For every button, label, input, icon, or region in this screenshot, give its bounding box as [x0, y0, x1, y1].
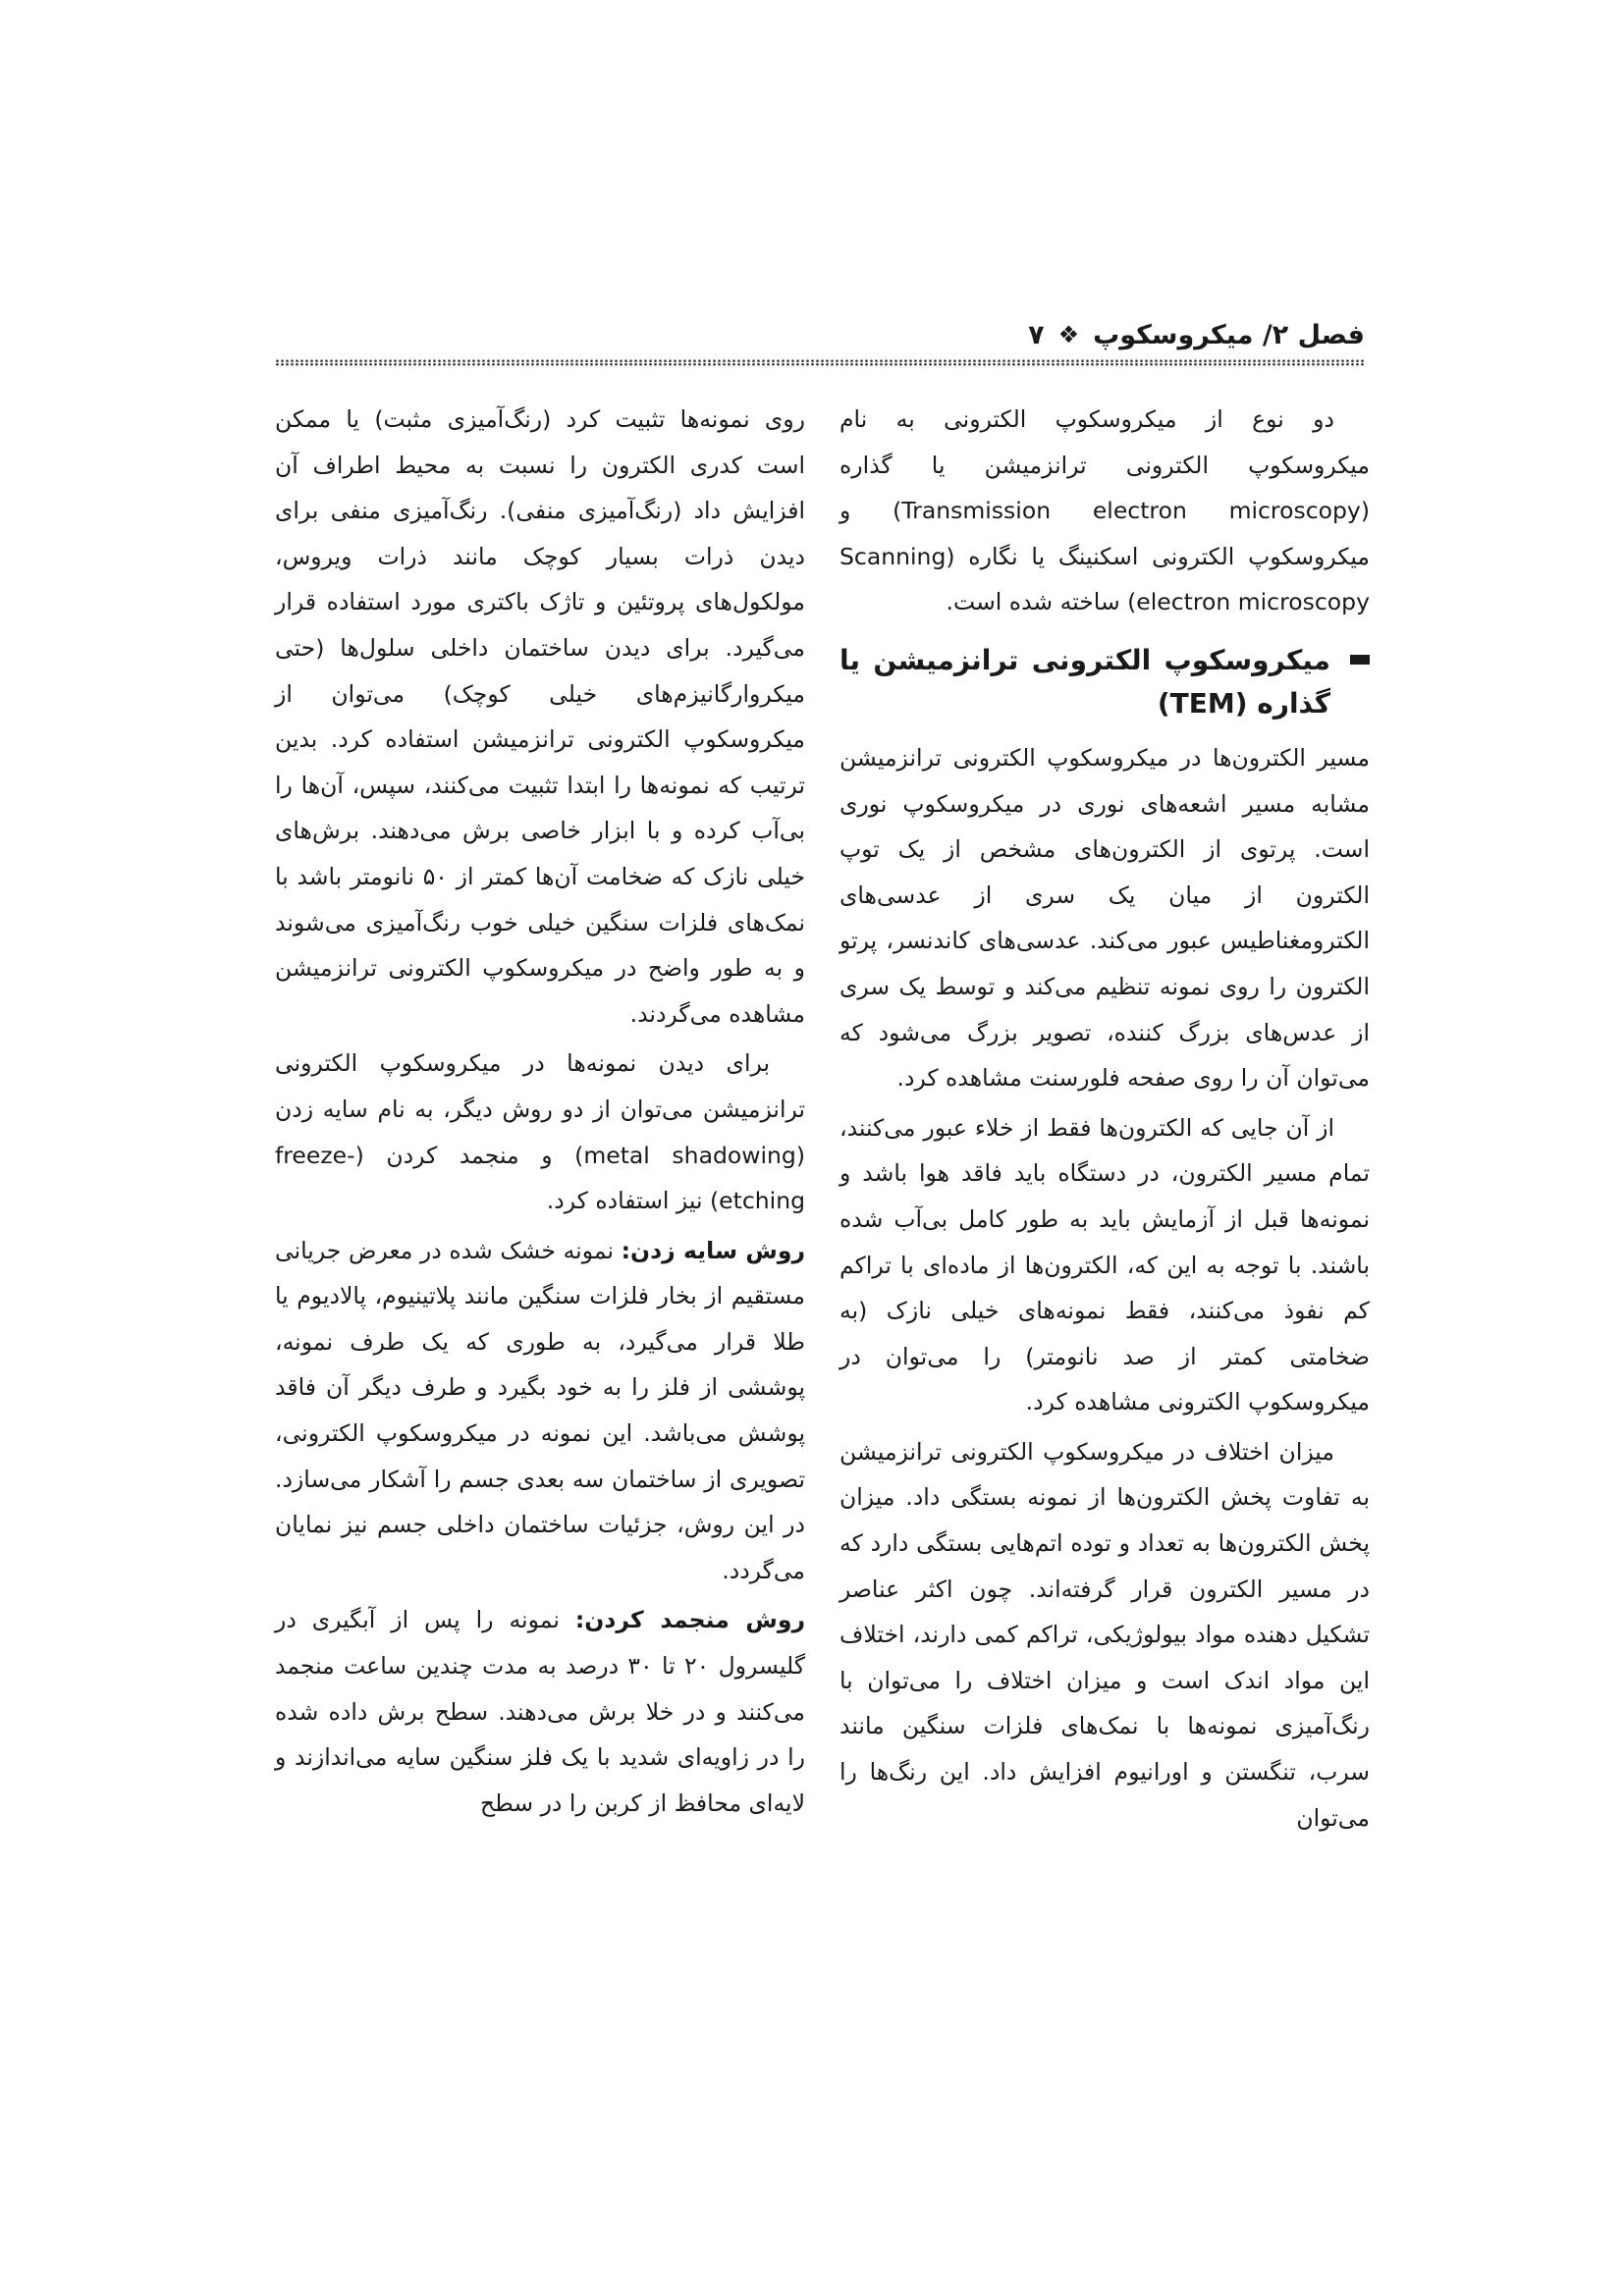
page-number: ۷ — [1028, 319, 1045, 350]
paragraph: برای دیدن نمونه‌ها در میکروسکوپ الکترونی ترانزمیشن می‌توان از دو روش دیگر، به نام سایه زدن (metal shadowing) و منجمد کردن (freeze-etching) نیز استفاده کرد. — [275, 1049, 806, 1215]
left-column — [275, 397, 805, 1826]
square-bullet-icon — [1350, 655, 1370, 665]
intro-paragraph: دو نوع از میکروسکوپ الکترونی به نام میکروسکوپ الکترونی ترانزمیشن یا گذاره (Transmission electron microscopy) و میکروسکوپ الکترونی اسکنینگ یا نگاره (Scanning electron microscopy) ساخته شده است. — [839, 405, 1370, 616]
paragraph: از آن جایی که الکترون‌ها فقط از خلاء عبور می‌کنند، تمام مسیر الکترون، در دستگاه باید فاقد هوا باشد و نمونه‌ها قبل از آزمایش باید به طور کامل بی‌آب شده باشند. با توجه به این که، الکترون‌ها از ماده‌ای با تراکم کم نفوذ می‌کنند، فقط نمونه‌های خیلی نازک (به ضخامتی کمتر از صد نانومتر) را می‌توان در میکروسکوپ الکترونی مشاهده کرد. — [839, 1113, 1370, 1416]
paragraph — [275, 1597, 805, 1826]
header-divider — [275, 359, 1365, 366]
method-lead: روش سایه زدن: — [621, 1236, 805, 1264]
right-column — [839, 397, 1370, 1841]
method-body: نمونه خشک شده در معرض جریانی مستقیم از بخار فلزات سنگین مانند پلاتینیوم، پالادیوم یا طلا قرار می‌گیرد، به طوری که یک طرف نمونه، پوششی از فلز را به خود بگیرد و طرف دیگر آن فاقد پوشش می‌باشد. این نمونه در میکروسکوپ الکترونی، تصویری از ساختمان سه بعدی جسم را آشکار می‌سازد. در این روش، جزئیات ساختمان داخلی جسم نیز نمایان می‌گردد. — [275, 1236, 805, 1584]
paragraph — [275, 1228, 805, 1594]
method-lead: روش منجمد کردن: — [574, 1606, 805, 1634]
method-body: نمونه را پس از آبگیری در گلیسرول ۲۰ تا ۳۰ درصد به مدت چندین ساعت منجمد می‌کنند و در خلا برش می‌دهند. سطح برش داده شده را در زاویه‌ای شدید با یک فلز سنگین سایه می‌اندازند و لایه‌ای محافظ از کربن را در سطح — [275, 1606, 806, 1817]
chapter-title: فصل ۲/ میکروسکوپ — [1093, 319, 1365, 350]
section-heading-text: میکروسکوپ الکترونی ترانزمیشن یا گذاره (TEM) — [839, 643, 1330, 720]
paragraph: میزان اختلاف در میکروسکوپ الکترونی ترانزمیشن به تفاوت پخش الکترون‌ها از نمونه بستگی داد. میزان پخش الکترون‌ها به تعداد و توده اتم‌هایی بستگی دارد که در مسیر الکترون قرار گرفته‌اند. چون اکثر عناصر تشکیل دهنده مواد بیولوژیکی، تراکم کمی دارند، اختلاف این مواد اندک است و میزان اختلاف را می‌توان با رنگ‌آمیزی نمونه‌ها با نمک‌های فلزات سنگین مانند سرب، تنگستن و اورانیوم افزایش داد. این رنگ‌ها را می‌توان — [839, 1437, 1370, 1832]
section-heading — [839, 639, 1370, 725]
diamond-icon: ❖ — [1057, 321, 1080, 348]
paragraph: روی نمونه‌ها تثبیت کرد (رنگ‌آمیزی مثبت) یا ممکن است کدری الکترون را نسبت به محیط اطراف آن افزایش داد (رنگ‌آمیزی منفی). رنگ‌آمیزی منفی برای دیدن ذرات بسیار کوچک مانند ذرات ویروس، مولکول‌های پروتئین و تاژک باکتری مورد استفاده قرار می‌گیرد. برای دیدن ساختمان داخلی سلول‌ها (حتی میکروارگانیزم‌های خیلی کوچک) می‌توان از میکروسکوپ الکترونی ترانزمیشن استفاده کرد. بدین ترتیب که نمونه‌ها را ابتدا تثبیت می‌کنند، سپس، آن‌ها را بی‌آب کرده و با ابزار خاصی برش می‌دهند. برش‌های خیلی نازک که ضخامت آن‌ها کمتر از ۵۰ نانومتر باشد با نمک‌های فلزات سنگین خیلی خوب رنگ‌آمیزی می‌شوند و به طور واضح در میکروسکوپ الکترونی ترانزمیشن مشاهده می‌گردند. — [275, 405, 805, 1028]
page-header — [275, 312, 1365, 357]
paragraph: مسیر الکترون‌ها در میکروسکوپ الکترونی ترانزمیشن مشابه مسیر اشعه‌های نوری در میکروسکوپ نوری است. پرتوی از الکترون‌های مشخص از یک توپ الکترون از میان یک سری از عدسی‌های الکترومغناطیس عبور می‌کند. عدسی‌های کاندنسر، پرتو الکترون را روی نمونه تنظیم می‌کند و توسط یک سری از عدس‌های بزرگ کننده، تصویر بزرگ می‌شود که می‌توان آن را روی صفحه فلورسنت مشاهده کرد. — [839, 743, 1370, 1093]
